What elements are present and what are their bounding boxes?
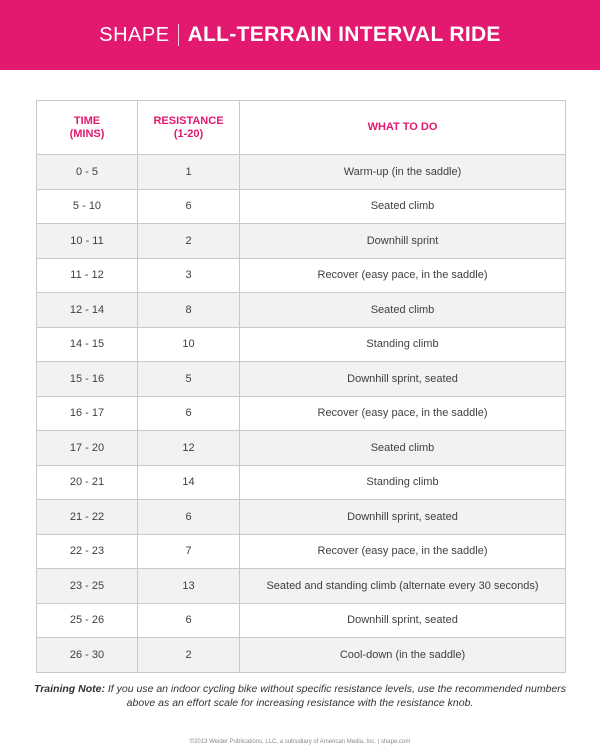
cell-what-to-do: Downhill sprint bbox=[240, 224, 566, 259]
table-row bbox=[37, 258, 566, 293]
cell-resistance: 7 bbox=[138, 534, 240, 569]
cell-what-to-do: Downhill sprint, seated bbox=[240, 362, 566, 397]
cell-resistance: 13 bbox=[138, 569, 240, 604]
cell-time: 10 - 11 bbox=[37, 224, 138, 259]
table-row bbox=[37, 189, 566, 224]
table-row bbox=[37, 465, 566, 500]
table-row bbox=[37, 534, 566, 569]
cell-resistance: 2 bbox=[138, 638, 240, 673]
cell-time: 25 - 26 bbox=[37, 603, 138, 638]
table-row bbox=[37, 155, 566, 190]
cell-resistance: 12 bbox=[138, 431, 240, 466]
cell-what-to-do: Recover (easy pace, in the saddle) bbox=[240, 396, 566, 431]
cell-time: 26 - 30 bbox=[37, 638, 138, 673]
cell-time: 20 - 21 bbox=[37, 465, 138, 500]
column-header-resistance: RESISTANCE (1-20) bbox=[138, 101, 240, 155]
cell-resistance: 1 bbox=[138, 155, 240, 190]
column-header-time: TIME (MINS) bbox=[37, 101, 138, 155]
cell-what-to-do: Recover (easy pace, in the saddle) bbox=[240, 258, 566, 293]
table-header-row bbox=[37, 101, 566, 155]
cell-what-to-do: Recover (easy pace, in the saddle) bbox=[240, 534, 566, 569]
cell-time: 16 - 17 bbox=[37, 396, 138, 431]
table-row bbox=[37, 224, 566, 259]
cell-what-to-do: Downhill sprint, seated bbox=[240, 500, 566, 535]
cell-time: 15 - 16 bbox=[37, 362, 138, 397]
cell-what-to-do: Cool-down (in the saddle) bbox=[240, 638, 566, 673]
table-row bbox=[37, 638, 566, 673]
cell-resistance: 2 bbox=[138, 224, 240, 259]
cell-time: 22 - 23 bbox=[37, 534, 138, 569]
table-body bbox=[37, 155, 566, 673]
table-row bbox=[37, 396, 566, 431]
training-note-label: Training Note: bbox=[33, 683, 105, 695]
cell-resistance: 6 bbox=[138, 500, 240, 535]
table-row bbox=[37, 327, 566, 362]
cell-time: 0 - 5 bbox=[37, 155, 138, 190]
cell-resistance: 10 bbox=[138, 327, 240, 362]
table-row bbox=[37, 500, 566, 535]
table-row bbox=[37, 431, 566, 466]
table-row bbox=[37, 293, 566, 328]
cell-time: 12 - 14 bbox=[37, 293, 138, 328]
cell-resistance: 14 bbox=[138, 465, 240, 500]
cell-what-to-do: Seated climb bbox=[240, 189, 566, 224]
cell-what-to-do: Standing climb bbox=[240, 465, 566, 500]
cell-time: 14 - 15 bbox=[37, 327, 138, 362]
cell-what-to-do: Standing climb bbox=[240, 327, 566, 362]
cell-time: 17 - 20 bbox=[37, 431, 138, 466]
cell-what-to-do: Seated and standing climb (alternate every 30 seconds) bbox=[240, 569, 566, 604]
copyright-footer: ©2013 Weider Publications, LLC, a subsidiary of American Media, Inc. | shape.com bbox=[189, 739, 411, 745]
column-header-what-to-do: WHAT TO DO bbox=[240, 101, 566, 155]
header-divider bbox=[178, 24, 179, 46]
page-title: ALL-TERRAIN INTERVAL RIDE bbox=[187, 23, 501, 46]
cell-what-to-do: Seated climb bbox=[240, 293, 566, 328]
brand-logo: SHAPE bbox=[99, 23, 170, 46]
cell-time: 11 - 12 bbox=[37, 258, 138, 293]
cell-resistance: 5 bbox=[138, 362, 240, 397]
cell-what-to-do: Seated climb bbox=[240, 431, 566, 466]
cell-resistance: 6 bbox=[138, 189, 240, 224]
cell-resistance: 6 bbox=[138, 603, 240, 638]
cell-time: 23 - 25 bbox=[37, 569, 138, 604]
header-banner bbox=[0, 0, 600, 70]
cell-resistance: 8 bbox=[138, 293, 240, 328]
cell-time: 5 - 10 bbox=[37, 189, 138, 224]
table-row bbox=[37, 603, 566, 638]
cell-what-to-do: Warm-up (in the saddle) bbox=[240, 155, 566, 190]
interval-table bbox=[36, 100, 566, 673]
cell-resistance: 6 bbox=[138, 396, 240, 431]
table-row bbox=[37, 362, 566, 397]
training-note-text: If you use an indoor cycling bike without specific resistance levels, use the recommended numbers above as an effort scale for increasing resistance with the resistance knob. bbox=[107, 683, 567, 709]
cell-resistance: 3 bbox=[138, 258, 240, 293]
training-note bbox=[30, 682, 570, 710]
cell-time: 21 - 22 bbox=[37, 500, 138, 535]
cell-what-to-do: Downhill sprint, seated bbox=[240, 603, 566, 638]
table-row bbox=[37, 569, 566, 604]
